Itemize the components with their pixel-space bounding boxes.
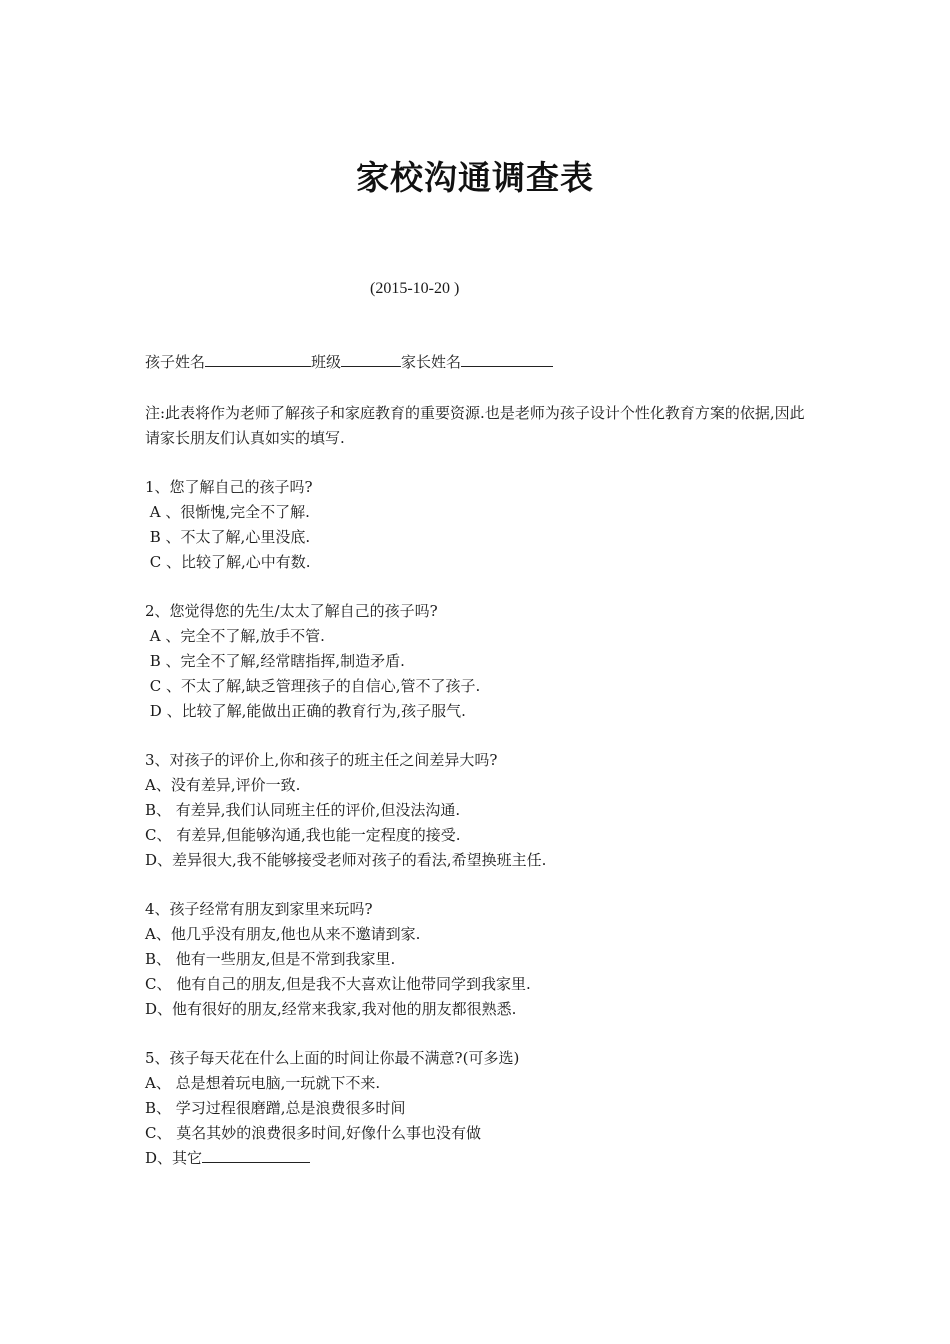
option-item[interactable]: A 、很惭愧,完全不了解. — [145, 503, 310, 521]
survey-date: (2015-10-20 ) — [370, 280, 460, 297]
option-item[interactable]: A、没有差异,评价一致. — [145, 776, 301, 794]
option-item[interactable]: C、 他有自己的朋友,但是我不大喜欢让他带同学到我家里. — [145, 975, 531, 993]
other-label: D、其它 — [145, 1149, 203, 1167]
option-item[interactable]: C、 有差异,但能够沟通,我也能一定程度的接受. — [145, 826, 461, 844]
option-item[interactable]: C、 莫名其妙的浪费很多时间,好像什么事也没有做 — [145, 1124, 482, 1142]
question-3 — [145, 748, 815, 873]
question-text: 3、对孩子的评价上,你和孩子的班主任之间差异大吗? — [145, 751, 498, 769]
option-item[interactable]: A、 总是想着玩电脑,一玩就下不来. — [145, 1074, 381, 1092]
survey-content — [145, 350, 815, 1195]
option-item[interactable]: B、 他有一些朋友,但是不常到我家里. — [145, 950, 396, 968]
other-blank[interactable] — [202, 1146, 310, 1163]
class-label: 班级 — [311, 353, 342, 371]
option-item[interactable]: D、差异很大,我不能够接受老师对孩子的看法,希望换班主任. — [145, 851, 547, 869]
option-item[interactable]: B 、完全不了解,经常瞎指挥,制造矛盾. — [145, 652, 405, 670]
question-4 — [145, 897, 815, 1022]
question-text: 4、孩子经常有朋友到家里来玩吗? — [145, 900, 373, 918]
option-item[interactable]: A 、完全不了解,放手不管. — [145, 627, 325, 645]
question-5 — [145, 1046, 815, 1171]
option-item[interactable]: D、他有很好的朋友,经常来我家,我对他的朋友都很熟悉. — [145, 1000, 517, 1018]
parent-name-blank[interactable] — [461, 350, 553, 367]
option-item[interactable]: B 、不太了解,心里没底. — [145, 528, 311, 546]
question-text: 5、孩子每天花在什么上面的时间让你最不满意?(可多选) — [145, 1049, 520, 1067]
option-item[interactable]: C 、比较了解,心中有数. — [145, 553, 311, 571]
question-text: 1、您了解自己的孩子吗? — [145, 478, 313, 496]
option-item-other[interactable] — [145, 1146, 815, 1171]
option-item[interactable]: B、 有差异,我们认同班主任的评价,但没法沟通. — [145, 801, 461, 819]
info-line — [145, 350, 815, 375]
parent-name-label: 家长姓名 — [401, 353, 462, 371]
question-text: 2、您觉得您的先生/太太了解自己的孩子吗? — [145, 602, 438, 620]
question-1 — [145, 475, 815, 575]
option-item[interactable]: B、 学习过程很磨蹭,总是浪费很多时间 — [145, 1099, 406, 1117]
option-item[interactable]: D 、比较了解,能做出正确的教育行为,孩子服气. — [145, 702, 466, 720]
child-name-label: 孩子姓名 — [145, 353, 206, 371]
option-item[interactable]: C 、不太了解,缺乏管理孩子的自信心,管不了孩子. — [145, 677, 481, 695]
question-2 — [145, 599, 815, 724]
survey-note: 注:此表将作为老师了解孩子和家庭教育的重要资源.也是老师为孩子设计个性化教育方案的依据,因此请家长朋友们认真如实的填写. — [145, 404, 805, 447]
class-blank[interactable] — [341, 350, 401, 367]
child-name-blank[interactable] — [205, 350, 311, 367]
option-item[interactable]: A、他几乎没有朋友,他也从来不邀请到家. — [145, 925, 421, 943]
page-title: 家校沟通调查表 — [356, 158, 594, 197]
